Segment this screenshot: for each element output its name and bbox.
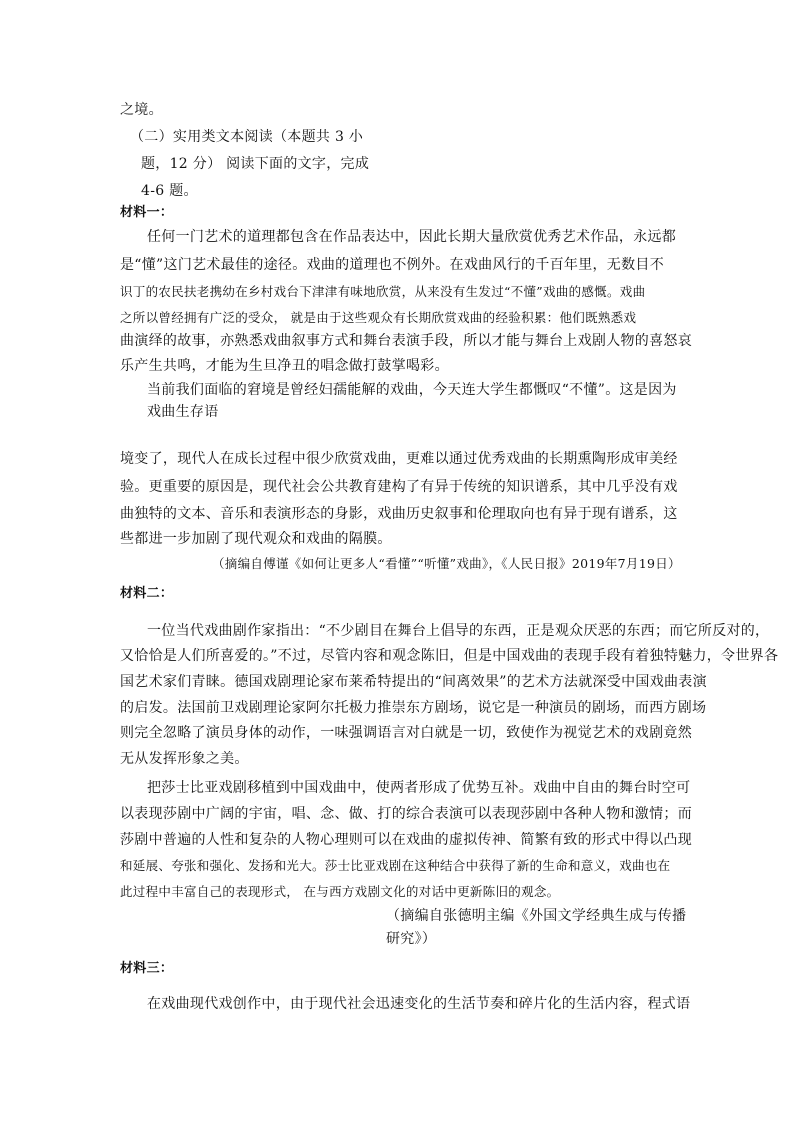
material-2-heading: 材料二： [120,586,174,601]
paragraph-line: 曲演绎的故事，亦熟悉戏曲叙事方式和舞台表演手段，所以才能与舞台上戏剧人物的喜怒哀 [120,333,692,349]
section-title: （二）实用类文本阅读（本题共 3 小 [130,129,364,145]
paragraph-line: 在戏曲现代戏创作中，由于现代社会迅速变化的生活节奏和碎片化的生活内容，程式语 [147,996,691,1012]
source-citation: （摘编自傅谨《如何让更多人“看懂”“听懂”戏曲》，《人民日报》2019年7月19日） [212,556,681,571]
intro-line: 之境。 [120,102,163,118]
paragraph-line: 任何一门艺术的道理都包含在作品表达中，因此长期大量欣赏优秀艺术作品，永远都 [147,229,677,245]
paragraph-line: 则完全忽略了演员身体的动作，一味强调语言对白就是一切，致使作为视觉艺术的戏剧竟然 [120,725,692,741]
source-citation-cont: 研究》） [386,931,437,947]
paragraph-line: 和延展、夸张和强化、发扬和光大。莎士比亚戏剧在这种结合中获得了新的生命和意义，戏曲也在 [120,858,671,873]
material-3-heading: 材料三： [120,961,174,976]
paragraph-line: 把莎士比亚戏剧移植到中国戏曲中，使两者形成了优势互补。戏曲中自由的舞台时空可 [147,780,691,796]
paragraph-line: 境变了，现代人在成长过程中很少欣赏戏曲，更难以通过优秀戏曲的长期熏陶形成审美经 [120,451,678,467]
section-title-cont: 4-6 题。 [141,183,198,199]
material-1-heading: 材料一： [120,205,174,220]
source-citation: （摘编自张德明主编《外国文学经典生成与传播 [386,908,687,924]
paragraph-line: 识丁的农民扶老携幼在乡村戏台下津津有味地欣赏，从来没有生发过“不懂”戏曲的感慨。戏曲 [120,284,646,299]
paragraph-line: 当前我们面临的窘境是曾经妇孺能解的戏曲，今天连大学生都慨叹“不懂”。这是因为 [147,382,677,398]
paragraph-line: 无从发挥形象之美。 [120,751,249,767]
section-title-cont: 题，12 分） 阅读下面的文字，完成 [141,156,370,172]
paragraph-line: 国艺术家们青睐。德国戏剧理论家布莱希特提出的“间离效果”的艺术方法就深受中国戏曲表演 [120,674,707,690]
paragraph-line: 以表现莎剧中广阔的宇宙，唱、念、做、打的综合表演可以表现莎剧中各种人物和激情；而 [120,806,692,822]
paragraph-line: 曲独特的文本、音乐和表演形态的身影，戏曲历史叙事和伦理取向也有异于现有谱系，这 [120,506,678,522]
paragraph-line: 又恰恰是人们所喜爱的。”不过，尽管内容和观念陈旧，但是中国戏曲的表现手段有着独特魅力，令世界各 [120,648,779,664]
paragraph-line: 此过程中丰富自己的表现形式， 在与西方戏剧文化的对话中更新陈旧的观念。 [120,884,560,899]
paragraph-line: 的启发。法国前卫戏剧理论家阿尔托极力推崇东方剧场，说它是一种演员的剧场，而西方剧场 [120,700,707,716]
paragraph-line: 是“懂”这门艺术最佳的途径。戏曲的道理也不例外。在戏曲风行的千百年里，无数目不 [120,257,665,273]
paragraph-line: 莎剧中普遍的人性和复杂的人物心理则可以在戏曲的虚拟传神、简繁有致的形式中得以凸现 [120,832,692,848]
paragraph-line: 验。更重要的原因是，现代社会公共教育建构了有异于传统的知识谱系，其中几乎没有戏 [120,479,678,495]
paragraph-line: 一位当代戏曲剧作家指出：“不少剧目在舞台上倡导的东西，正是观众厌恶的东西；而它所反对的， [147,623,770,639]
paragraph-line: 戏曲生存语 [147,404,219,420]
paragraph-line: 些都进一步加剧了现代观众和戏曲的隔膜。 [120,531,392,547]
paragraph-line: 乐产生共鸣，才能为生旦净丑的唱念做打鼓掌喝彩。 [120,358,449,374]
paragraph-line: 之所以曾经拥有广泛的受众， 就是由于这些观众有长期欣赏戏曲的经验积累：他们既熟悉戏 [120,310,637,325]
